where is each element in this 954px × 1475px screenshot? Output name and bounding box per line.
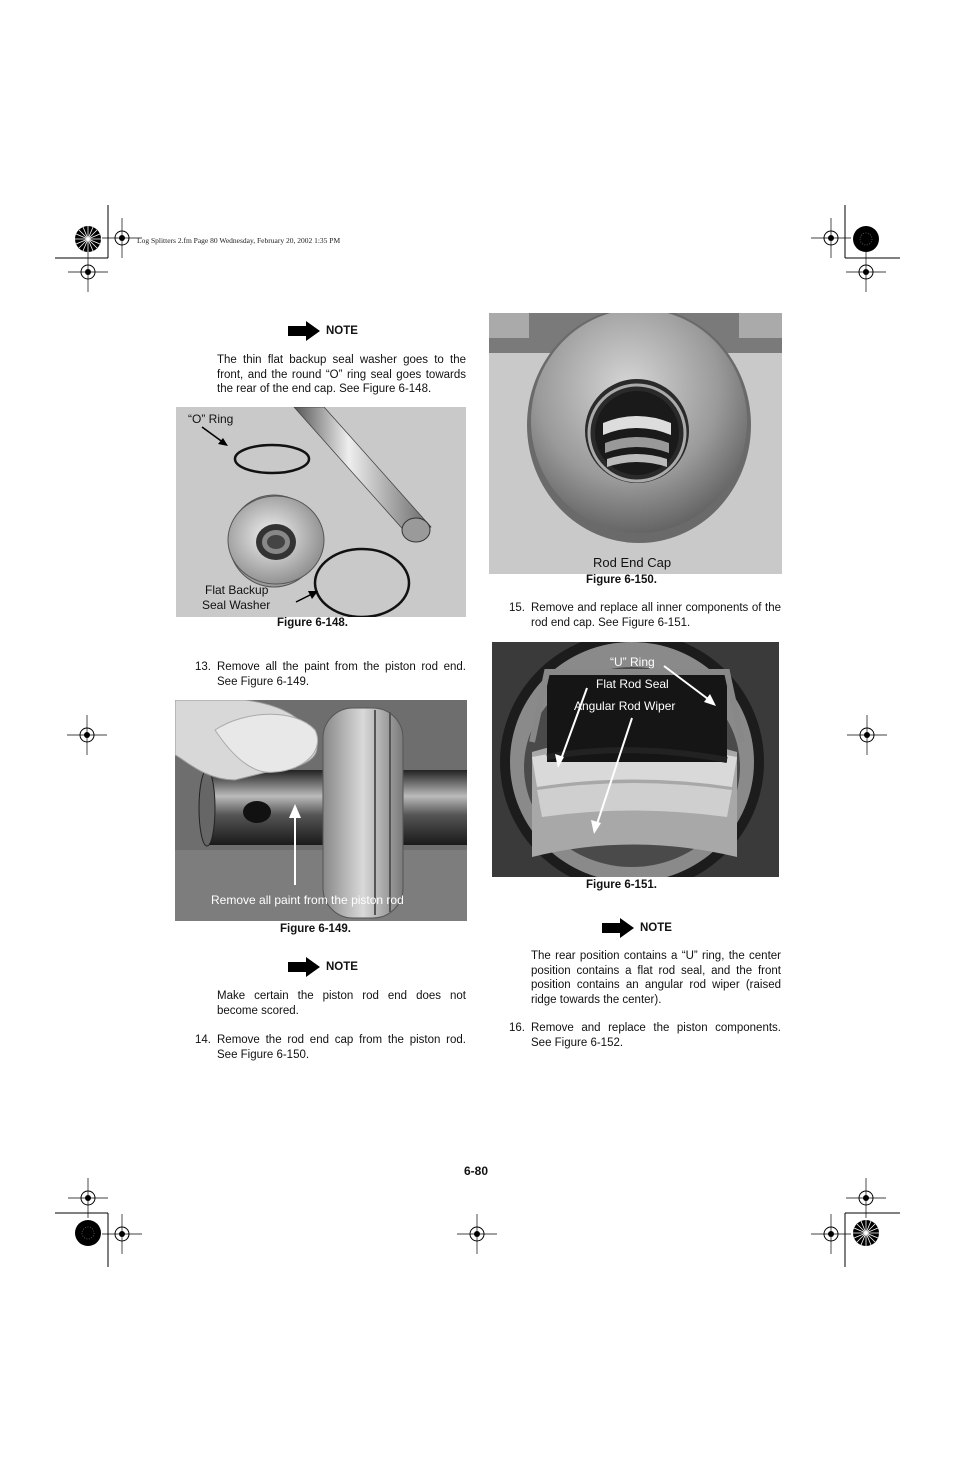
note-text-2: Make certain the piston rod end does not become scored. (217, 990, 466, 1017)
step-text: Remove and replace all inner components of the rod end cap. See Figure 6-151. (531, 602, 781, 629)
step-16 (509, 1021, 781, 1050)
figure-148-caption: Figure 6-148. (277, 617, 348, 629)
step-13 (195, 660, 466, 689)
step-15 (509, 601, 781, 630)
note-label: NOTE (326, 961, 358, 973)
note-label: NOTE (640, 922, 672, 934)
figure-148-photo (176, 407, 466, 617)
note-block-3 (602, 918, 672, 938)
figure-149-photo (175, 700, 467, 921)
step-number: 15. (509, 602, 525, 614)
arrow-right-icon (288, 957, 320, 977)
arrow-right-icon (288, 321, 320, 341)
figure-151-caption: Figure 6-151. (586, 879, 657, 891)
label-flat-backup-1: Flat Backup (205, 583, 269, 597)
file-header-line: Log Splitters 2.fm Page 80 Wednesday, February 20, 2002 1:35 PM (137, 236, 341, 245)
label-remove-paint: Remove all paint from the piston rod (211, 893, 404, 907)
step-14 (195, 1033, 466, 1062)
step-number: 14. (195, 1034, 211, 1046)
label-o-ring: “O” Ring (188, 412, 234, 426)
figure-150-caption: Figure 6-150. (586, 574, 657, 586)
arrow-right-icon (602, 918, 634, 938)
step-text: Remove the rod end cap from the piston rod. See Figure 6-150. (217, 1034, 466, 1061)
page-number: 6-80 (464, 1164, 489, 1178)
note-block-2 (288, 957, 358, 977)
label-rod-end-cap: Rod End Cap (593, 555, 672, 570)
label-flat-rod-seal: Flat Rod Seal (596, 677, 669, 691)
figure-150-photo (489, 313, 782, 574)
label-flat-backup-2: Seal Washer (202, 598, 271, 612)
figure-151-photo (492, 642, 779, 877)
label-u-ring: “U” Ring (610, 655, 655, 669)
figure-149-caption: Figure 6-149. (280, 923, 351, 935)
note-text-1: The thin flat backup seal washer goes to the front, and the round “O” ring seal goes towards the rear of the end cap. See Figure 6-148. (217, 354, 466, 395)
step-text: Remove all the paint from the piston rod end. See Figure 6-149. (217, 661, 466, 688)
step-number: 16. (509, 1022, 525, 1034)
label-angular-rod-wiper: Angular Rod Wiper (574, 699, 676, 713)
step-text: Remove and replace the piston components. See Figure 6-152. (531, 1022, 781, 1049)
note-text-3: The rear position contains a “U” ring, the center position contains a flat rod seal, and the front position contains an angular rod wiper (raised ridge towards the center). (531, 950, 781, 1006)
step-number: 13. (195, 661, 211, 673)
note-block-1 (288, 321, 358, 341)
note-label: NOTE (326, 325, 358, 337)
